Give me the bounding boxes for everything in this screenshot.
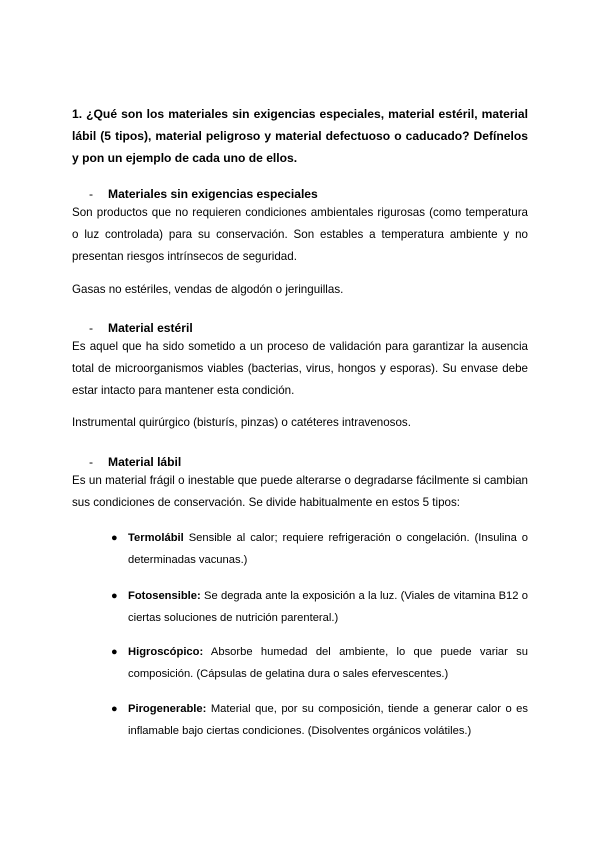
list-item: [111, 641, 528, 685]
bullet-icon: ●: [111, 703, 118, 715]
list-item: [111, 698, 528, 742]
section-title: Material estéril: [108, 321, 193, 335]
bullet-term: Pirogenerable:: [128, 703, 207, 715]
section-example: Instrumental quirúrgico (bisturís, pinzas) o catéteres intravenosos.: [72, 416, 411, 429]
bullet-term: Higroscópico:: [128, 646, 204, 658]
bullet-text: Se degrada ante la exposición a la luz. (Viales de vitamina B12 o ciertas soluciones de nutrición parenteral.): [128, 590, 528, 624]
bullet-icon: ●: [111, 590, 118, 602]
bullet-icon: ●: [111, 532, 118, 544]
dash-marker: -: [89, 321, 94, 335]
section-definition: Es aquel que ha sido sometido a un proceso de validación para garantizar la ausencia total de microorganismos viables (bacterias, virus, hongos y esporas). Su envase debe estar intacto para mantener esta condición.: [72, 340, 528, 397]
question-heading: 1. ¿Qué son los materiales sin exigencias especiales, material estéril, material lábil (5 tipos), material peligroso y material defectuoso o caducado? Defínelos y pon un ejemplo de cada uno de ellos.: [72, 107, 528, 165]
section-definition: Es un material frágil o inestable que puede alterarse o degradarse fácilmente si cambian sus condiciones de conservación. Se divide habitualmente en estos 5 tipos:: [72, 474, 528, 509]
bullet-term: Fotosensible:: [128, 590, 201, 602]
bullet-term: Termolábil: [128, 532, 184, 544]
bullet-text: Absorbe humedad del ambiente, lo que puede variar su composición. (Cápsulas de gelatina dura o sales efervescentes.): [128, 646, 528, 680]
section-definition: Son productos que no requieren condiciones ambientales rigurosas (como temperatura o luz controlada) para su conservación. Son estables a temperatura ambiente y no presentan riesgos intrínsecos de seguridad.: [72, 206, 528, 263]
section-heading-esteril: [89, 320, 193, 336]
bullet-text: Sensible al calor; requiere refrigeración o congelación. (Insulina o determinadas vacunas.): [128, 532, 528, 566]
section-heading-sin-exigencias: [89, 186, 318, 202]
section-title: Materiales sin exigencias especiales: [108, 187, 318, 201]
list-item: [111, 527, 528, 571]
bullet-text: Material que, por su composición, tiende a generar calor o es inflamable bajo ciertas condiciones. (Disolventes orgánicos volátiles.): [128, 703, 528, 737]
section-title: Material lábil: [108, 455, 182, 469]
dash-marker: -: [89, 187, 94, 201]
list-item: [111, 585, 528, 629]
dash-marker: -: [89, 455, 94, 469]
bullet-icon: ●: [111, 646, 118, 658]
section-heading-labil: [89, 454, 181, 470]
section-example: Gasas no estériles, vendas de algodón o jeringuillas.: [72, 283, 344, 296]
